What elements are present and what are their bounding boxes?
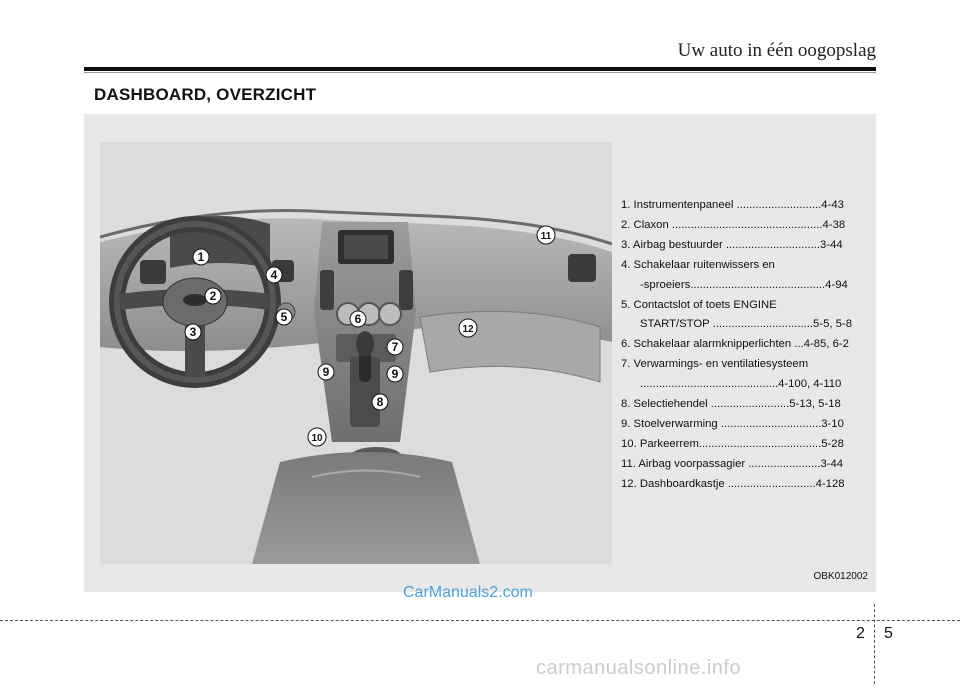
dashboard-illustration (100, 142, 612, 564)
svg-text:11: 11 (540, 231, 552, 242)
svg-text:9: 9 (322, 365, 330, 379)
list-item: 12. Dashboardkastje ............................4-128 (621, 477, 845, 490)
list-item: 7. Verwarmings- en ventilatiesysteem ............................................4-100, 4-110 (621, 358, 842, 391)
section-title: DASHBOARD, OVERZICHT (94, 85, 317, 104)
list-item: 6. Schakelaar alarmknipperlichten ...4-85, 6-2 (621, 338, 849, 351)
svg-text:12: 12 (462, 324, 474, 335)
list-item: 10. Parkeerrem.......................................5-28 (621, 437, 844, 450)
footer-brand: carmanualsonline.info (536, 657, 742, 679)
footer-rule (0, 620, 960, 621)
svg-text:6: 6 (354, 312, 362, 326)
list-item: 9. Stoelverwarming ................................3-10 (621, 417, 844, 430)
callout-5 (276, 309, 292, 325)
svg-text:8: 8 (376, 395, 384, 409)
svg-text:4: 4 (270, 268, 278, 282)
list-item: 8. Selectiehendel .........................5-13, 5-18 (621, 398, 841, 411)
callout-2 (205, 288, 221, 304)
figure-panel (84, 114, 876, 592)
figure-code: OBK012002 (813, 571, 868, 582)
callout-4 (266, 267, 282, 283)
list-item: 1. Instrumentenpaneel ...........................4-43 (621, 199, 844, 211)
callout-7 (387, 339, 403, 355)
svg-text:1: 1 (197, 250, 205, 264)
svg-text:5: 5 (280, 310, 288, 324)
component-list (621, 196, 871, 495)
callout-11 (537, 226, 555, 244)
page-chapter-number: 2 (856, 625, 865, 642)
callout-6 (350, 311, 366, 327)
svg-text:3: 3 (189, 325, 197, 339)
list-item: 11. Airbag voorpassagier .......................3-44 (621, 457, 844, 470)
list-item: 2. Claxon ................................................4-38 (621, 218, 846, 231)
list-item: 4. Schakelaar ruitenwissers en -sproeiers...........................................4-94 (621, 258, 848, 291)
list-item: 5. Contactslot of toets ENGINE START/STOP ................................5-5, 5-8 (621, 298, 852, 331)
callout-3 (185, 324, 201, 340)
list-item: 3. Airbag bestuurder ..............................3-44 (621, 238, 843, 251)
header-rule-thin (84, 72, 876, 73)
dashboard-drawing (100, 142, 612, 564)
footer-divider (874, 604, 875, 684)
chapter-title: Uw auto in één oogopslag (677, 40, 876, 61)
callout-12 (459, 319, 477, 337)
svg-text:10: 10 (311, 433, 323, 444)
callout-10 (308, 428, 326, 446)
callout-9-right (387, 366, 403, 382)
svg-text:9: 9 (391, 367, 399, 381)
header-rule (84, 67, 876, 71)
callout-1 (193, 249, 209, 265)
callout-9-left (318, 364, 334, 380)
callout-8 (372, 394, 388, 410)
svg-text:7: 7 (391, 340, 399, 354)
page-number: 5 (884, 625, 893, 642)
watermark-link[interactable]: CarManuals2.com (403, 584, 533, 601)
svg-text:2: 2 (209, 289, 217, 303)
